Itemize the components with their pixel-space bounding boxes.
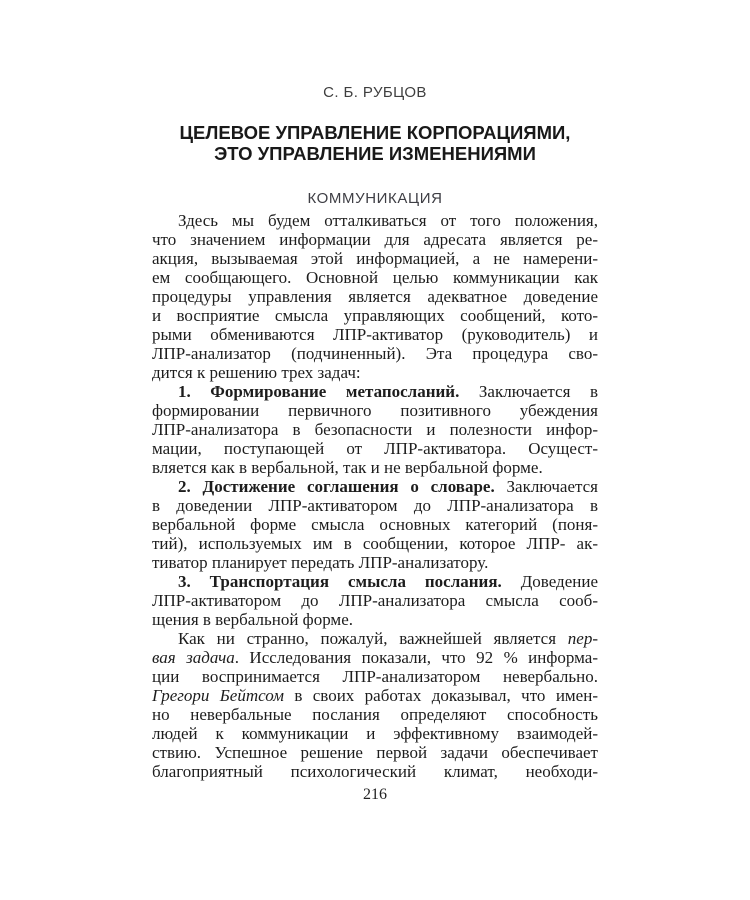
body-line — [152, 363, 598, 382]
body-line — [152, 420, 598, 439]
body-line — [152, 439, 598, 458]
body-run: вербальной форме смысла основных категорий (поня- — [152, 515, 598, 534]
body-line — [152, 553, 598, 572]
body-run: Грегори Бейтсом — [152, 686, 284, 705]
body-run: щения в вербальной форме. — [152, 610, 353, 629]
body-run: формировании первичного позитивного убеждения — [152, 401, 598, 420]
page-title-line-2: ЭТО УПРАВЛЕНИЕ ИЗМЕНЕНИЯМИ — [214, 143, 536, 164]
body-line — [152, 686, 598, 705]
body-run: ЛПР-анализатора в безопасности и полезности инфор- — [152, 420, 598, 439]
body-run: ции воспринимается ЛПР-анализатором невербально. — [152, 667, 598, 686]
body-run: Доведение — [501, 572, 598, 591]
section-heading: КОММУНИКАЦИЯ — [307, 190, 443, 207]
body-run: вляется как в вербальной, так и не вербальной форме. — [152, 458, 543, 477]
body-run: 1. Формирование метапосланий. — [178, 382, 460, 401]
body-run: ЛПР-активатором до ЛПР-анализатора смысла сооб- — [152, 591, 598, 610]
body-line — [152, 572, 598, 591]
body-run: Здесь мы будем отталкиваться от того положения, — [178, 211, 598, 230]
body-run: Заключается — [494, 477, 599, 496]
body-line — [152, 211, 598, 230]
body-run: благоприятный психологический климат, необходи- — [152, 762, 598, 781]
body-run: Заключается в — [459, 382, 598, 401]
body-run: дится к решению трех задач: — [152, 363, 361, 382]
body-line — [152, 610, 598, 629]
body-run: вая задача — [152, 648, 235, 667]
body-line — [152, 287, 598, 306]
body-run: ствию. Успешное решение первой задачи обеспечивает — [152, 743, 598, 762]
body-run: пер- — [567, 629, 598, 648]
body-line — [152, 534, 598, 553]
body-run: в своих работах доказывал, что имен- — [283, 686, 598, 705]
body-text — [152, 211, 598, 781]
body-line — [152, 591, 598, 610]
body-run: тий), используемых им в сообщении, которое ЛПР- ак- — [152, 534, 598, 553]
body-run: и восприятие смысла управляющих сообщений, кото- — [152, 306, 598, 325]
body-run: ЛПР-анализатор (подчиненный). Эта процедура сво- — [152, 344, 598, 363]
body-run: процедуры управления является адекватное доведение — [152, 287, 598, 306]
page-content — [152, 0, 598, 804]
body-line — [152, 382, 598, 401]
body-line — [152, 306, 598, 325]
body-run: ем сообщающего. Основной целью коммуникации как — [152, 268, 598, 287]
body-run: тиватор планирует передать ЛПР-анализатору. — [152, 553, 489, 572]
body-line — [152, 629, 598, 648]
page-title-line-1: ЦЕЛЕВОЕ УПРАВЛЕНИЕ КОРПОРАЦИЯМИ, — [179, 122, 571, 143]
body-run: мации, поступающей от ЛПР-активатора. Осущест- — [152, 439, 598, 458]
body-run: но невербальные послания определяют способность — [152, 705, 598, 724]
body-run: Как ни странно, пожалуй, важнейшей является — [178, 629, 568, 648]
body-line — [152, 344, 598, 363]
body-line — [152, 249, 598, 268]
body-line — [152, 743, 598, 762]
body-run: 2. Достижение соглашения о словаре. — [178, 477, 495, 496]
body-run: людей к коммуникации и эффективному взаимодей- — [152, 724, 598, 743]
body-run: 3. Транспортация смысла послания. — [178, 572, 502, 591]
body-line — [152, 496, 598, 515]
body-run: что значением информации для адресата является ре- — [152, 230, 598, 249]
body-line — [152, 667, 598, 686]
body-line — [152, 515, 598, 534]
body-line — [152, 724, 598, 743]
page-number: 216 — [363, 786, 387, 803]
body-line — [152, 458, 598, 477]
body-run: акция, вызываемая этой информацией, а не намерени- — [152, 249, 598, 268]
page-title — [152, 122, 598, 164]
body-line — [152, 477, 598, 496]
body-line — [152, 762, 598, 781]
body-run: рыми обмениваются ЛПР-активатор (руководитель) и — [152, 325, 598, 344]
body-line — [152, 325, 598, 344]
body-line — [152, 705, 598, 724]
body-run: в доведении ЛПР-активатором до ЛПР-анализатора в — [152, 496, 598, 515]
body-run: . Исследования показали, что 92 % информа- — [234, 648, 598, 667]
body-line — [152, 268, 598, 287]
body-line — [152, 648, 598, 667]
page-author: С. Б. РУБЦОВ — [323, 84, 427, 101]
body-line — [152, 401, 598, 420]
body-line — [152, 230, 598, 249]
